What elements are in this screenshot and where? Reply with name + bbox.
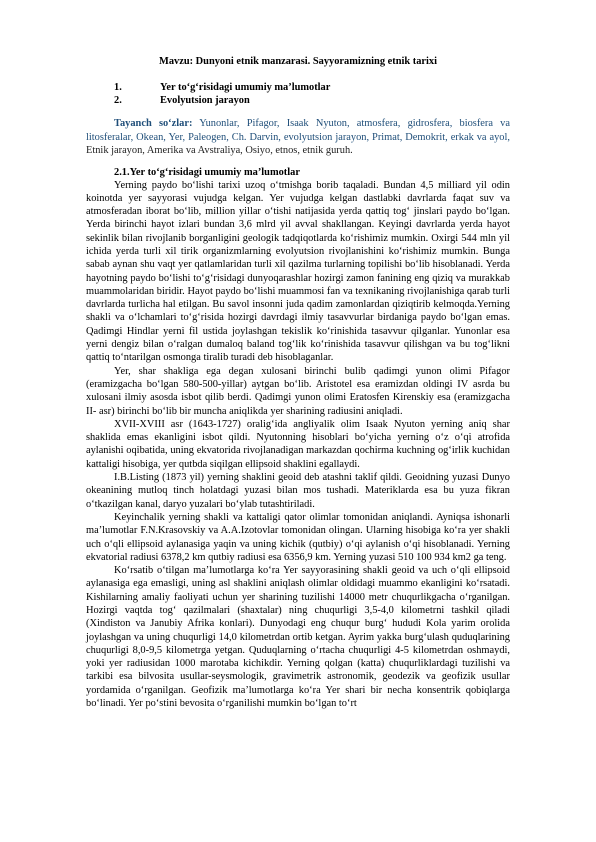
document-title: Mavzu: Dunyoni etnik manzarasi. Sayyoramizning etnik tarixi [159, 56, 437, 67]
body-paragraph: I.B.Listing (1873 yil) yerning shaklini geoid deb atashni taklif qildi. Geoidning yuzasi Dunyo okeanining mutloq tinch holatdagi yuzasi bilan mos tushadi. Materiklarda esa bu yuza fikran o‘tkazilgan kanal, daryo yuzalari bo‘ylab tutashtiriladi. [86, 472, 510, 510]
outline-number: 2. [114, 95, 122, 106]
outline-item [86, 81, 510, 94]
body-paragraph: Yerning paydo bo‘lishi tarixi uzoq o‘tmishga borib taqaladi. Bundan 4,5 milliard yil odin koinotda yer sayyorasi vujudga kelgan. Yer vujudga kelgan dastlabki davrlarda faqat suv va atmosferadan iborat bo‘lib, million yillar o‘tishi natijasida yerda qattiq tog‘ jinslari paydo bo‘lgan. Yerda birinchi hayot izlari bundan 3,6 mlrd yil avval shakllangan. Keyingi davrlarda yerda hayot sekinlik bilan rivojlanib borganligini geologik tadqiqotlarda ko‘rishimiz mumkin. Oxirgi 544 mln yil ichida yerda turli xil tirik organizmlarning evolyutsion rivojlanishini ko‘rishimiz mumkin. Bunga sabab aynan shu vaqt yer qatlamlaridan turli xil qazilma turlarning topilishi bo‘lib hisoblanadi. Yerda hayotning paydo bo‘lishi to‘g‘risidagi dunyoqarashlar hozirgi zamon fanining eng qiziq va murakkab muammolaridan biridir. Hayot paydo bo‘lishi muammosi fan va texnikaning rivojlanishiga qarab turli davrlarda turlicha hal etilgan. Bu savol insonni juda qadim zamonlardan qiziqtirib kelmoqda.Yerning shakli va o‘lchamlari to‘g‘risida hozirgi davrdagi ilmiy tasavvurlar birdaniga paydo bo‘lgan emas. Qadimgi Hindlar yerni fil ustida joylashgan tekislik ko‘rinishida tasavvur qilganlar. Yunonlar esa yerni dengiz bilan o‘ralgan dumaloq baland tog‘lik ko‘rinishida tasavvur qilishgan va bu tog‘likni qattiq to‘ntarilgan osmonga tiralib turadi deb hisoblaganlar. [86, 179, 510, 364]
outline-list [86, 81, 510, 107]
keywords-text-rest: Etnik jarayon, Amerika va Avstraliya, Osiyo, etnos, etnik guruh. [86, 145, 353, 156]
section-heading: 2.1.Yer to‘g‘risidagi umumiy ma’lumotlar [114, 166, 300, 178]
body-paragraph: Keyinchalik yerning shakli va kattaligi qator olimlar tomonidan aniqlandi. Ayniqsa ishonarli ma’lumotlar F.N.Krasovskiy va A.A.Izotovlar tomonidan olingan. Ularning hisobiga ko‘ra yer shakli uch o‘qli ellipsoid aylanasiga yaqin va uning kichik (qutbiy) o‘qi aylanish o‘qi hisoblanadi. Yerning ekvatorial radiusi 6378,2 km qutbiy radiusi esa 6356,9 km. Yerning yuzasi 510 100 934 km2 ga teng. [86, 511, 510, 563]
outline-number: 1. [114, 82, 122, 93]
keywords-paragraph [86, 117, 510, 158]
outline-text: Yer to‘g‘risidagi umumiy ma’lumotlar [160, 82, 331, 93]
outline-item [86, 94, 510, 107]
body-paragraph: Ko‘rsatib o‘tilgan ma’lumotlarga ko‘ra Yer sayyorasining shakli geoid va uch o‘qli ellipsoid aylanasiga ega emasligi, uning asl shaklini aniqlash olimlar oldidagi muammo ekanligini ko‘rsatadi. Kishilarning amaliy faoliyati uchun yer sharining tuzilishi 14000 metr chuqurlikgacha o‘rganilgan. Hozirgi vaqtda tog‘ qazilmalari (shaxtalar) ning chuqurligi 3,5-4,0 kilometrni tashkil qiladi (Xindiston va Janubiy Afrika konlari). Dunyodagi eng chuqur burg‘ hududi Kola yarim orolida joylashgan va uning chuqurligi 14,0 kilometrdan ortib ketgan. Ayrim yakka burg‘ulash quduqlarining chuqurligi 8,0-9,5 kilometrga yetgan. Quduqlarning o‘rtacha chuqurligi 4-5 kilometrdan oshmaydi, yoki yer radiusidan 1000 marotaba kichikdir. Yerning qolgan (katta) chuqurliklardagi tuzilishi va tarkibi esa bilvosita usullar-seysmologik, gravimetrik astronomik, geodezik va geofizik usullar yordamida o‘rganilgan. Geofizik ma’lumotlarga ko‘ra Yer shari bir necha konsentrik qobiqlarga bo‘linadi. Yer po‘stini bevosita o‘rganilishi mumkin bo‘lgan to‘rt [86, 565, 510, 710]
outline-text: Evolyutsion jarayon [160, 95, 250, 106]
keywords-text: Yunonlar, Pifagor, Isaak Nyuton, atmosfera, gidrosfera, biosfera va litosferalar, Okean, Yer, Paleogen, Ch. Darvin, evolyutsion jarayon, Primat, Demokrit, erkak va ayol, [86, 118, 510, 143]
body-paragraph: Yer, shar shakliga ega degan xulosani birinchi bulib qadimgi yunon olimi Pifagor (eramizgacha bo‘lgan 580-500-yillar) aytgan bo‘lib. Aristotel esa eramizdan oldingi IV asrda bu xulosani ilmiy asosda isbot qilib berdi. Qadimgi yunon olimi Eratosfen Kirenskiy esa (eramizgacha II- asr) birinchi bo‘lib bir muncha aniqlikda yer sharining radiusini aniqladi. [86, 365, 510, 417]
body-paragraph: XVII-XVIII asr (1643-1727) oralig‘ida angliyalik olim Isaak Nyuton yerning aniq shar shaklida emas ekanligini isbot qildi. Nyutonning hisoblari bo‘yicha yerning o‘z o‘qi atrofida aylanishi oqibatida, uning ekvatorida rivojlanadigan markazdan qochirma kuchning og‘irlik kuchidan kattaligi hisobiga, yer qutbda siqilgan ellipsoid shaklini egallaydi. [86, 418, 510, 470]
keywords-label: Tayanch so‘zlar: [114, 118, 193, 129]
